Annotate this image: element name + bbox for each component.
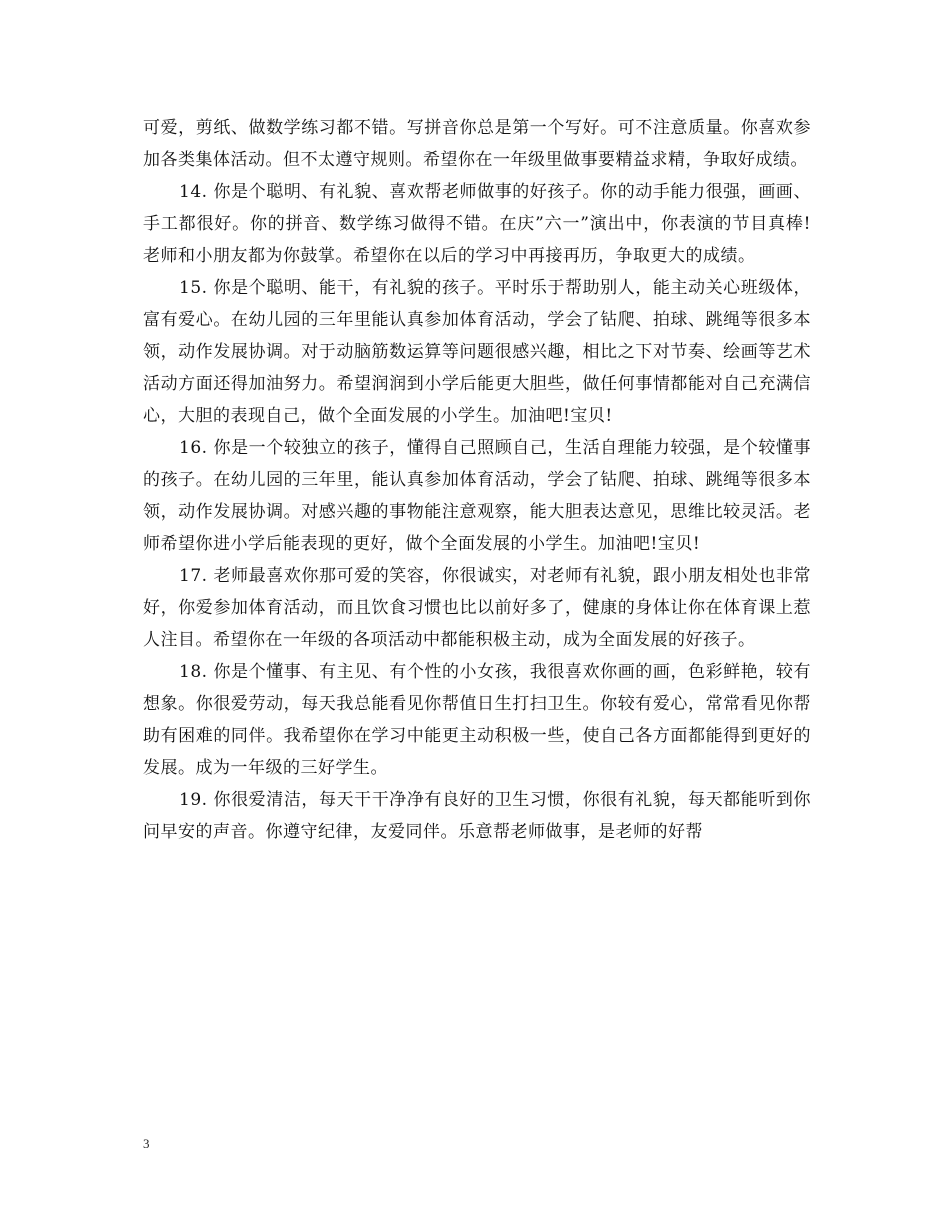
- paragraph-item-17: 17. 老师最喜欢你那可爱的笑容，你很诚实，对老师有礼貌，跟小朋友相处也非常好，你爱参加体育活动，而且饮食习惯也比以前好多了，健康的身体让你在体育课上惹人注目。希望你在一年级的各项活动中都能积极主动，成为全面发展的好孩子。: [143, 566, 811, 650]
- paragraph-item-18: 18. 你是个懂事、有主见、有个性的小女孩，我很喜欢你画的画，色彩鲜艳，较有想象。你很爱劳动，每天我总能看见你帮值日生打扫卫生。你较有爱心，常常看见你帮助有困难的同伴。我希望你在学习中能更主动积极一些，使自己各方面都能得到更好的发展。成为一年级的三好学生。: [143, 662, 811, 778]
- paragraph-item-19: 19. 你很爱清洁，每天干干净净有良好的卫生习惯，你很有礼貌，每天都能听到你问早安的声音。你遵守纪律，友爱同伴。乐意帮老师做事，是老师的好帮: [143, 790, 811, 842]
- paragraph-item-16: 16. 你是一个较独立的孩子，懂得自己照顾自己，生活自理能力较强，是个较懂事的孩子。在幼儿园的三年里，能认真参加体育活动，学会了钻爬、拍球、跳绳等很多本领，动作发展协调。对感兴趣的事物能注意观察，能大胆表达意见，思维比较灵活。老师希望你进小学后能表现的更好，做个全面发展的小学生。加油吧!宝贝!: [143, 438, 811, 554]
- paragraph-item-14: 14. 你是个聪明、有礼貌、喜欢帮老师做事的好孩子。你的动手能力很强，画画、手工都很好。你的拼音、数学练习做得不错。在庆”六一”演出中，你表演的节目真棒!老师和小朋友都为你鼓掌。希望你在以后的学习中再接再历，争取更大的成绩。: [143, 182, 811, 266]
- page-number: 3: [143, 1136, 150, 1151]
- paragraph-item-15: 15. 你是个聪明、能干，有礼貌的孩子。平时乐于帮助别人，能主动关心班级体，富有爱心。在幼儿园的三年里能认真参加体育活动，学会了钻爬、拍球、跳绳等很多本领，动作发展协调。对于动脑筋数运算等问题很感兴趣，相比之下对节奏、绘画等艺术活动方面还得加油努力。希望润润到小学后能更大胆些，做任何事情都能对自己充满信心，大胆的表现自己，做个全面发展的小学生。加油吧!宝贝!: [143, 278, 811, 426]
- document-body: [143, 112, 811, 848]
- paragraph-continuation: 可爱，剪纸、做数学练习都不错。写拼音你总是第一个写好。可不注意质量。你喜欢参加各类集体活动。但不太遵守规则。希望你在一年级里做事要精益求精，争取好成绩。: [143, 118, 811, 170]
